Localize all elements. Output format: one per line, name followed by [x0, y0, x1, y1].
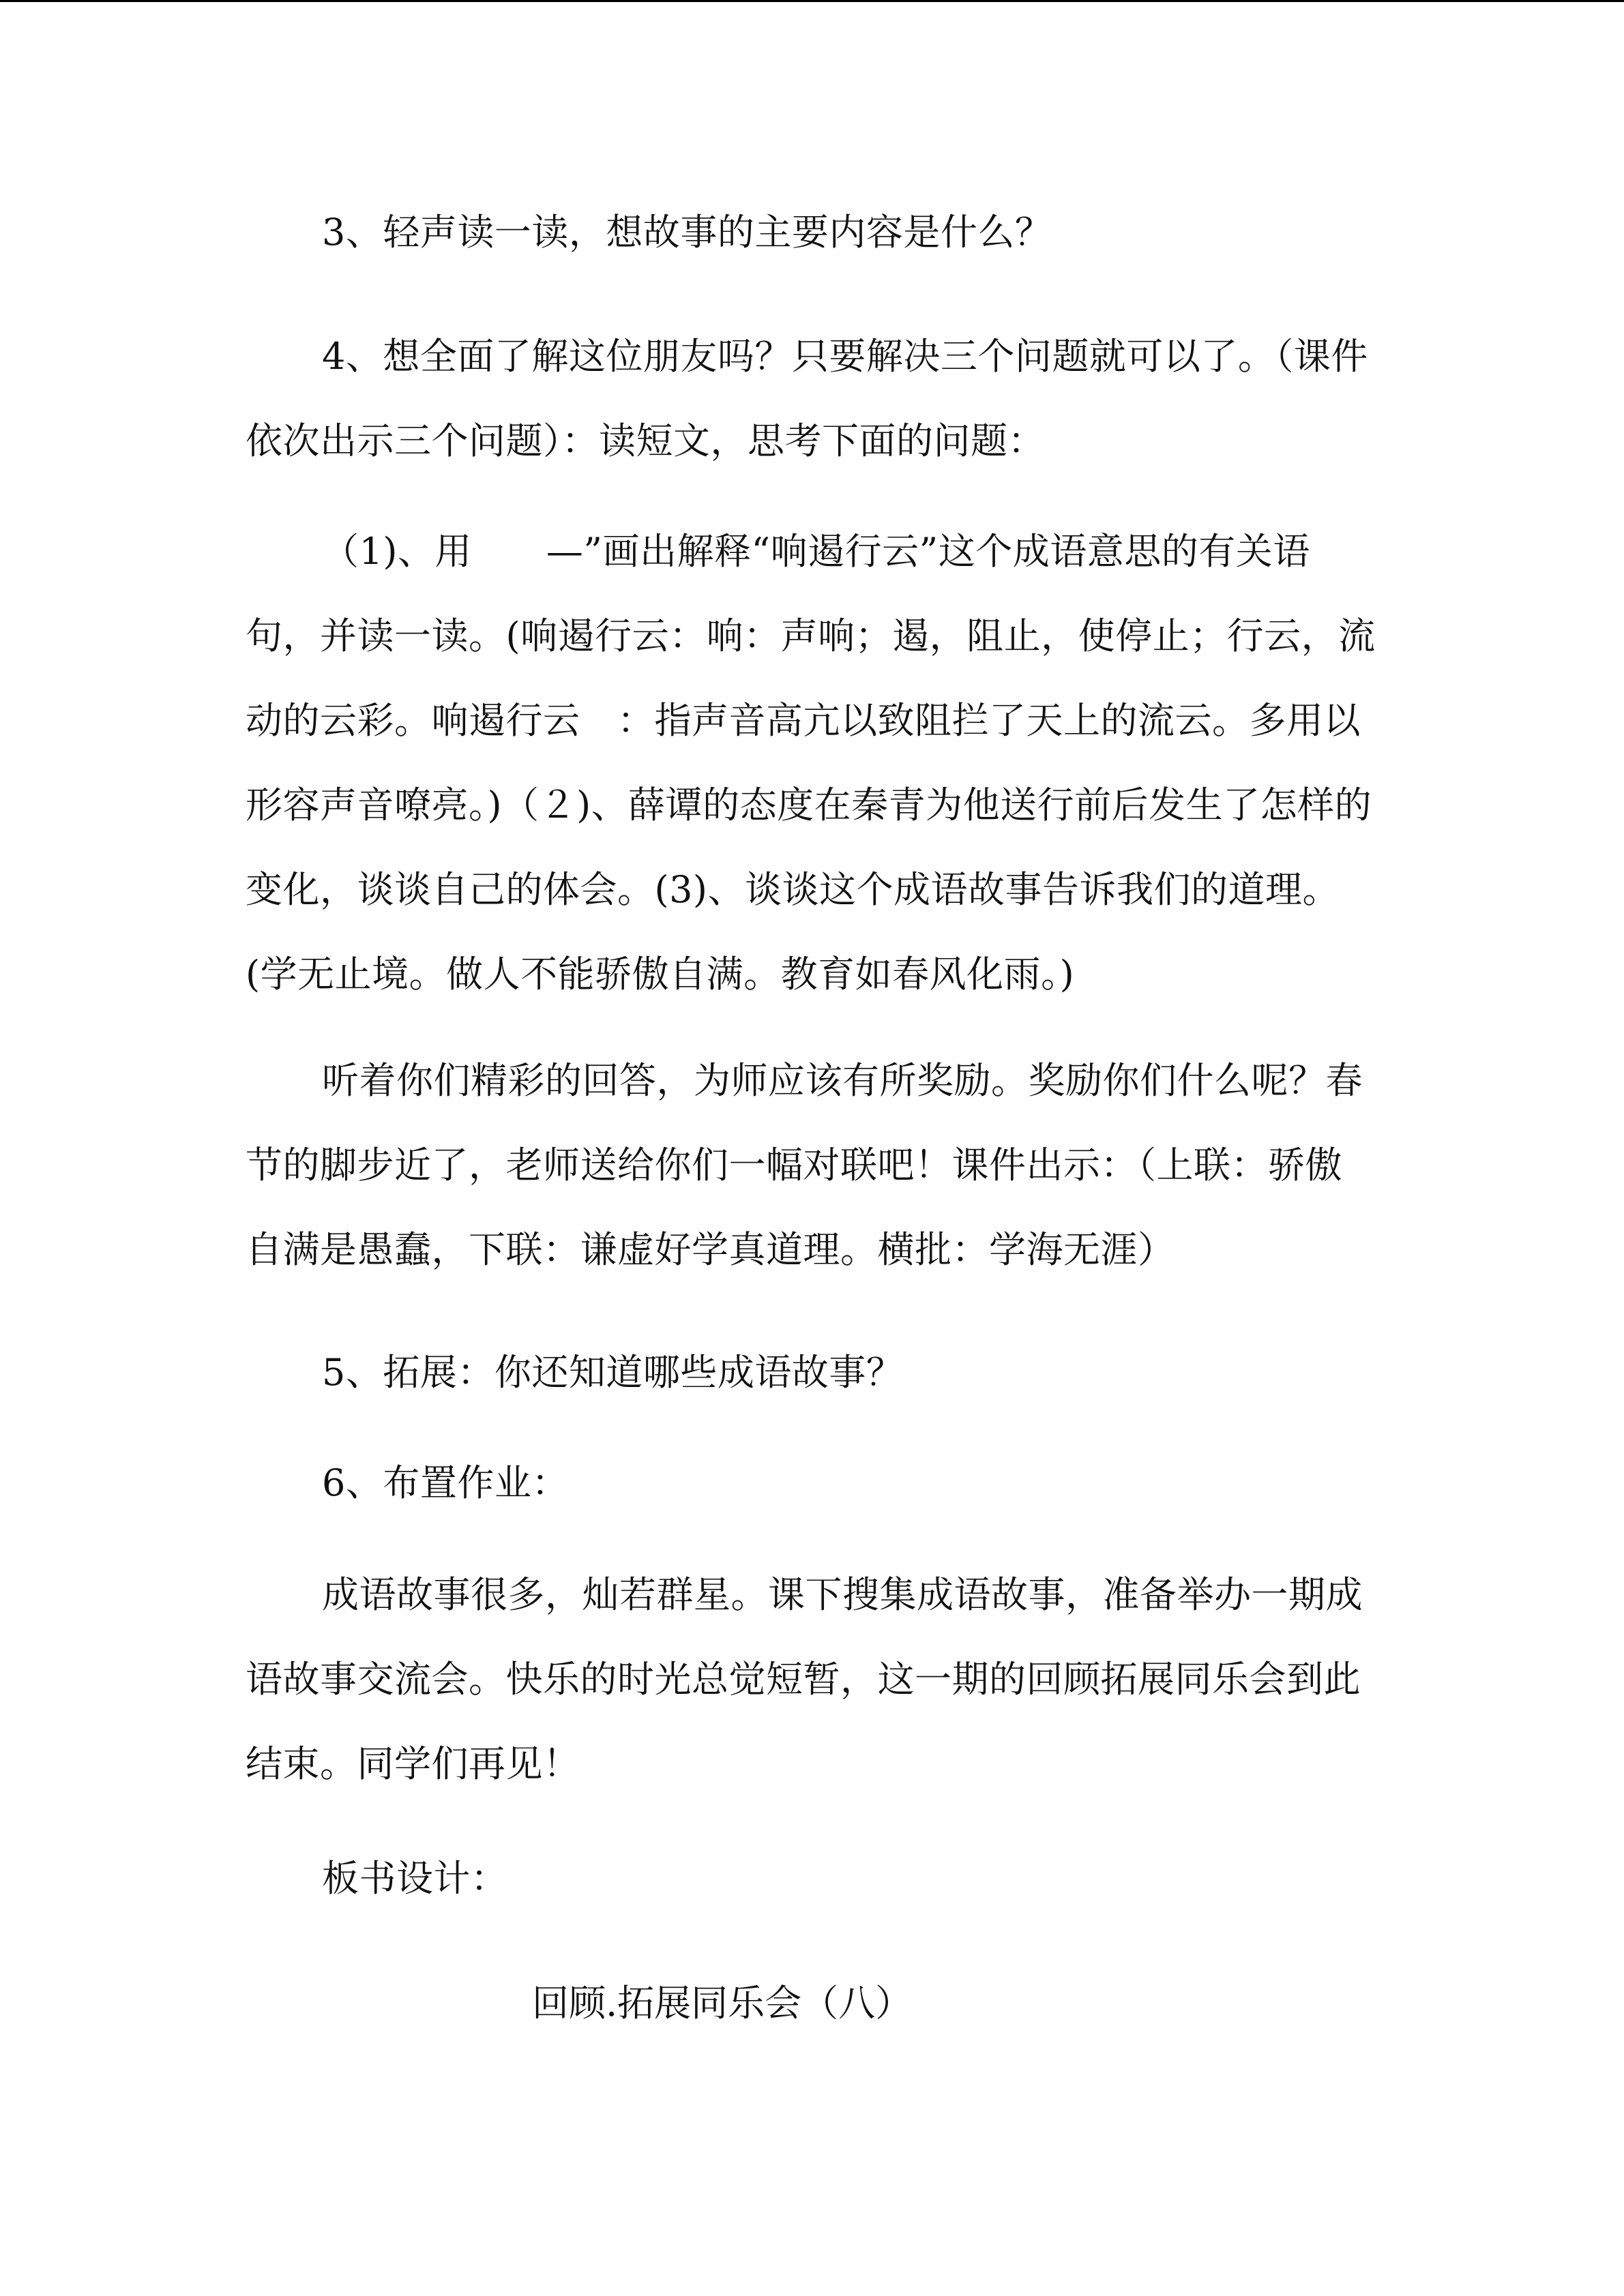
paragraph-step-4 [246, 314, 1378, 483]
paragraph-text: 3、轻声读一读，想故事的主要内容是什么？ [322, 211, 1052, 254]
paragraph-text: 成语故事很多，灿若群星。课下搜集成语故事，准备举办一期成语故事交流会。快乐的时光总觉短暂，这一期的回顾拓展同乐会到此结束。同学们再见！ [246, 1573, 1363, 1785]
paragraph-text: 听着你们精彩的回答，为师应该有所奖励。奖励你们什么呢？春节的脚步近了，老师送给你们一幅对联吧！课件出示：（上联：骄傲自满是愚蠢，下联：谦虚好学真道理。横批：学海无涯） [246, 1059, 1363, 1271]
paragraph-text: 4、想全面了解这位朋友吗？只要解决三个问题就可以了。（课件依次出示三个问题）：读短文，思考下面的问题： [246, 335, 1368, 462]
paragraph-text: 5、拓展：你还知道哪些成语故事？ [322, 1351, 904, 1394]
paragraph-step-5 [246, 1330, 1378, 1415]
paragraph-step-3 [246, 190, 1378, 275]
board-title: 回顾.拓展同乐会（八） [532, 1982, 913, 2025]
paragraph-text: 板书设计： [322, 1857, 508, 1900]
paragraph-questions [246, 509, 1378, 1017]
paragraph-step-6 [246, 1441, 1378, 1525]
paragraph-board-design [246, 1836, 1378, 1921]
paragraph-text: （1)、用 —”画出解释“响遏行云”这个成语意思的有关语句，并读一读。(响遏行云：响：声响；遏，阻止，使停止；行云，流动的云彩。响遏行云 ：指声音高亢以致阻拦了天上的流云。多用以形容声音嘹亮。)（２)、薛谭的态度在秦青为他送行前后发生了怎样的变化，谈谈自己的体会。(3)、谈谈这个成语故事告诉我们的道理。(学无止境。做人不能骄傲自满。教育如春风化雨。) [246, 530, 1376, 996]
paragraph-homework [246, 1553, 1378, 1806]
paragraph-couplet [246, 1039, 1378, 1292]
paragraph-text: 6、布置作业： [322, 1461, 569, 1504]
